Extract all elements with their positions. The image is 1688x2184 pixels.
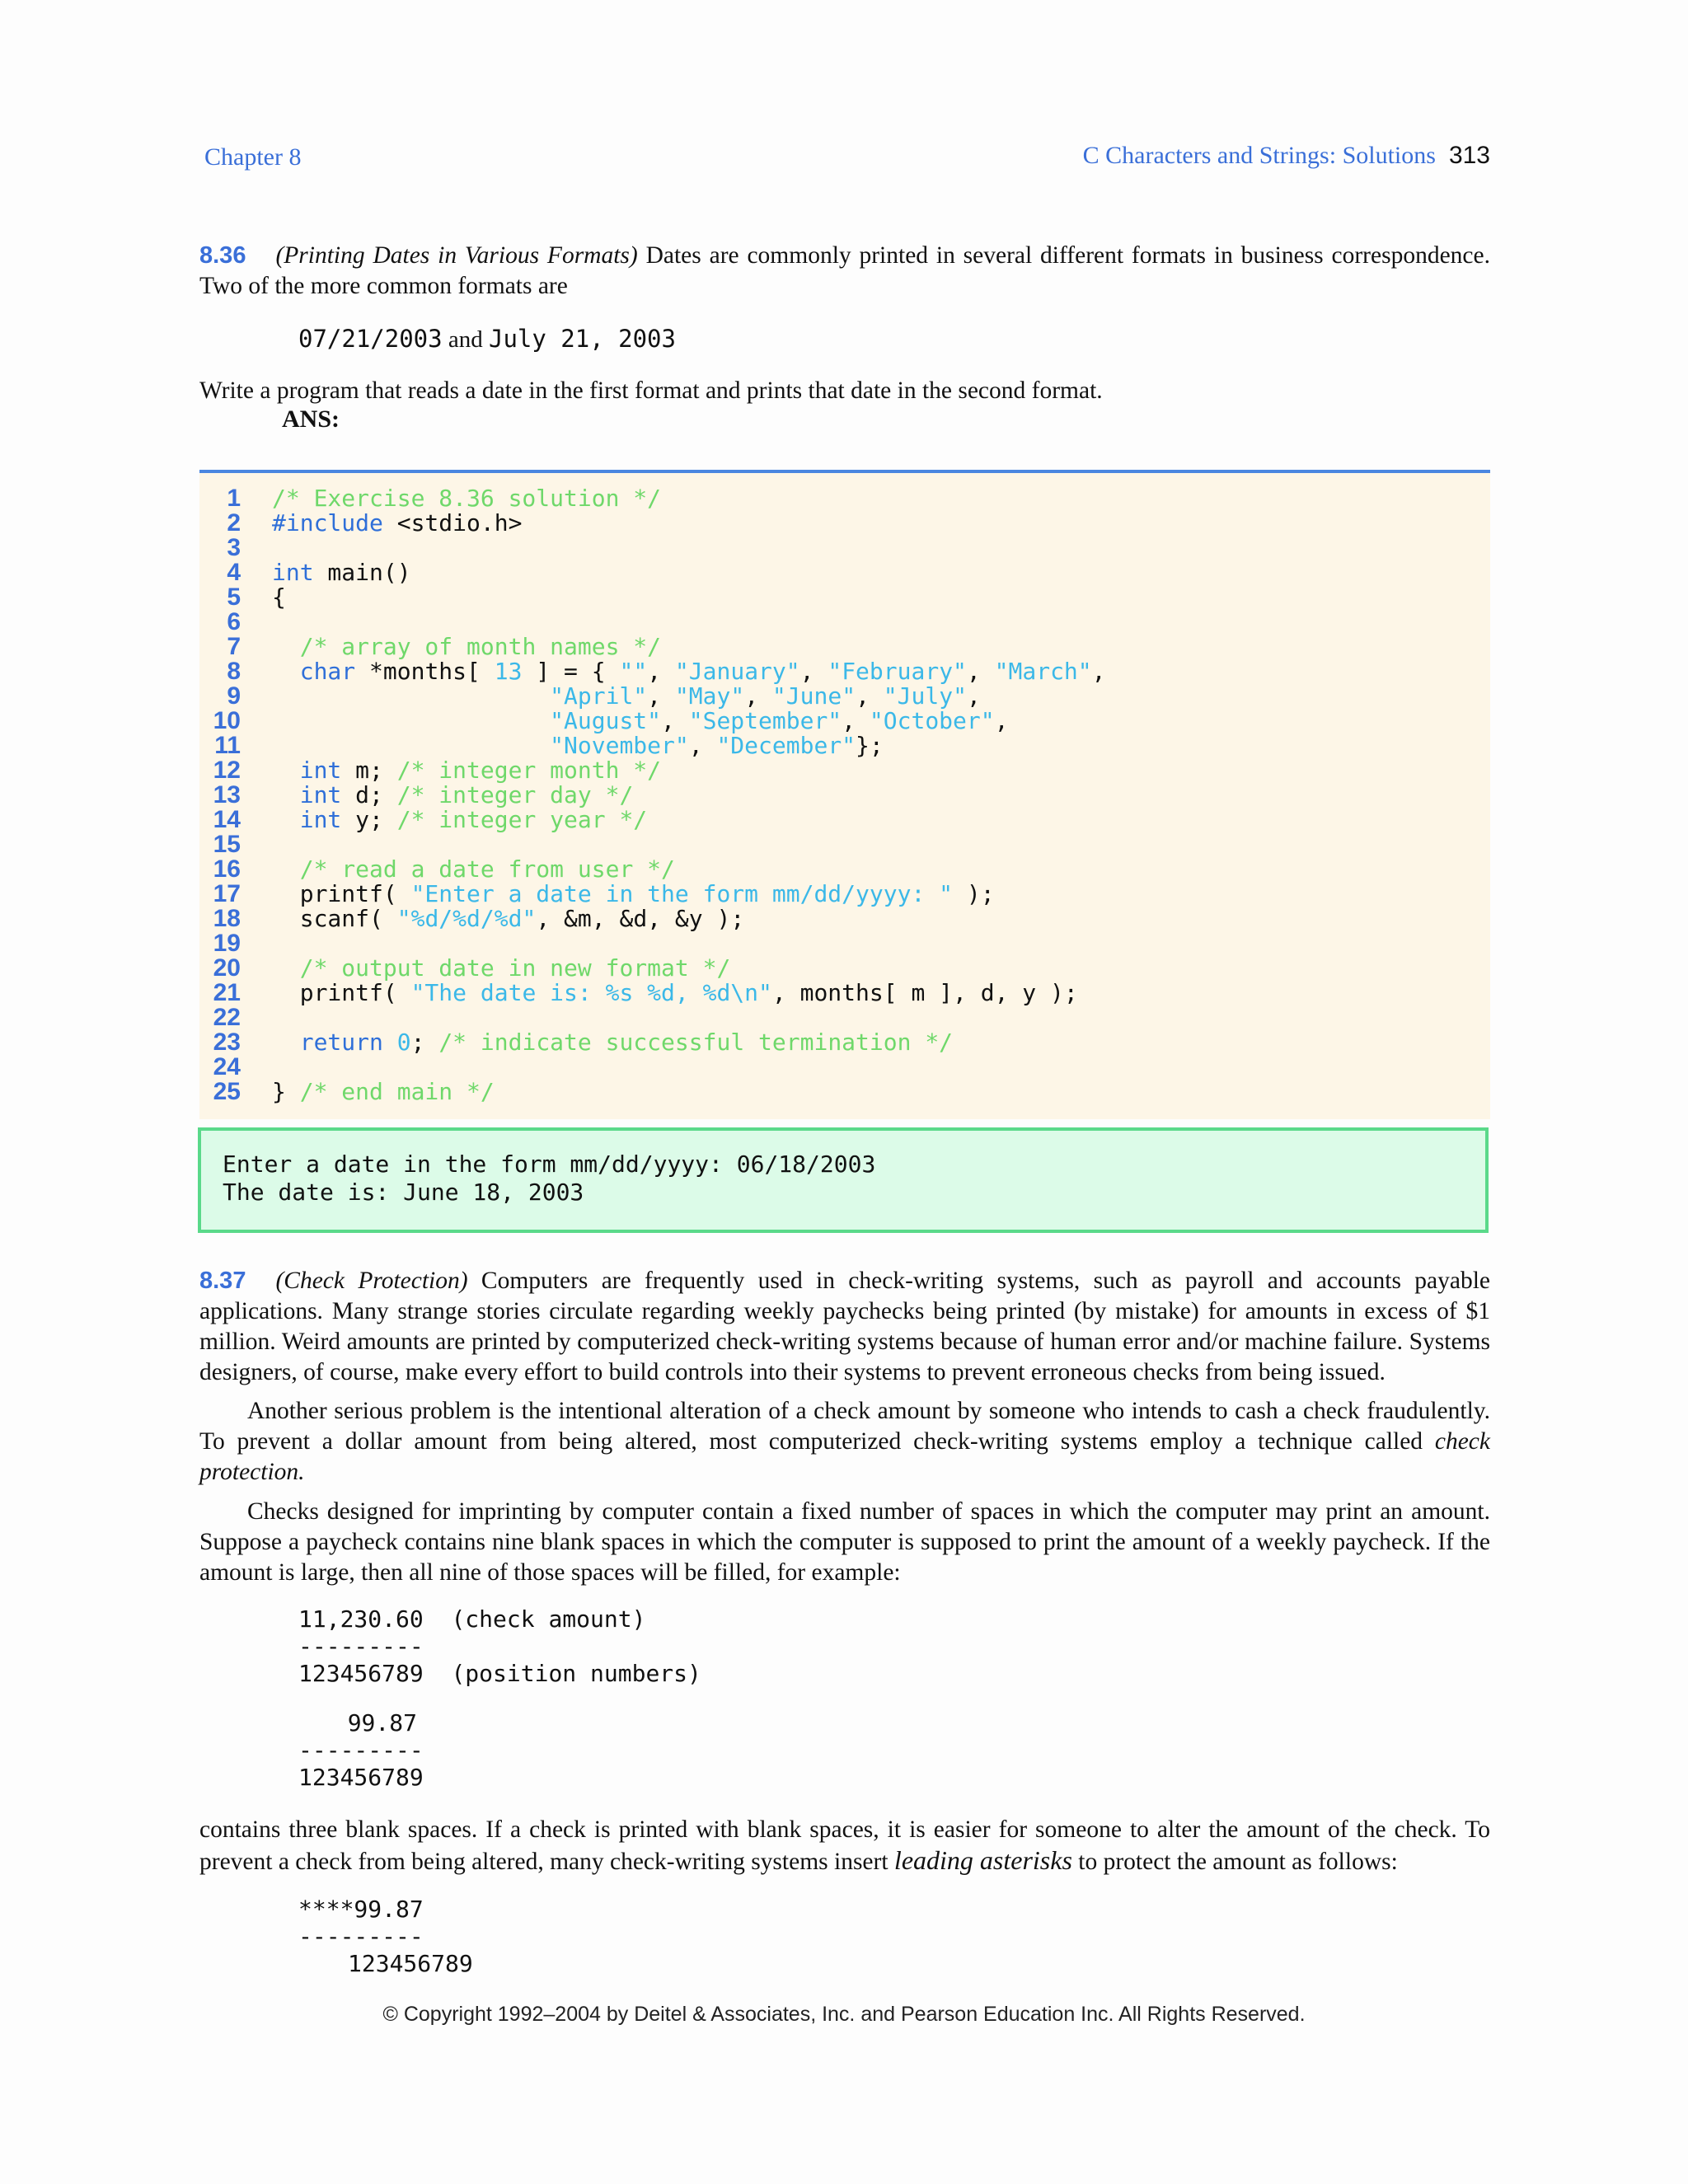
output-line: The date is: June 18, 2003 [223, 1179, 584, 1206]
page-number: 313 [1448, 142, 1490, 169]
line-number: 17 [213, 880, 241, 907]
code-line [199, 610, 1490, 635]
code-line [199, 832, 1490, 857]
line-number: 19 [213, 930, 241, 957]
code-line: 16 /* read a date from user */ [199, 857, 1490, 882]
output-line: Enter a date in the form mm/dd/yyyy: 06/18/2003 [223, 1151, 876, 1178]
line-number: 23 [213, 1029, 241, 1056]
line-number: 1 [227, 485, 241, 512]
code-listing [199, 470, 1490, 1119]
code-line: 14 int y; /* integer year */ [199, 808, 1490, 832]
dashes: --------- [298, 1633, 424, 1660]
code-line [199, 931, 1490, 956]
paragraph: Checks designed for imprinting by computer contain a fixed number of spaces in which the computer may print an amount. Suppose a paycheck contains nine blank spaces in which the computer is supposed to print the amount of a weekly paycheck. If the amount is large, then all nine of those spaces will be filled, for example: [199, 1498, 1490, 1586]
chapter-title: C Characters and Strings: Solutions [1082, 142, 1436, 169]
format-example-1: 07/21/2003 [298, 325, 443, 353]
line-number: 5 [227, 583, 241, 611]
dashes: --------- [298, 1736, 424, 1764]
dashes: --------- [298, 1923, 424, 1950]
line-number: 12 [213, 757, 241, 784]
line-number: 13 [213, 781, 241, 808]
code-line: 9 "April", "May", "June", "July", [199, 684, 1490, 709]
code-line: 8 char *months[ 13 ] = { "", "January", "February", "March", [199, 659, 1490, 684]
paragraph: Another serious problem is the intentional alteration of a check amount by someone who intends to cash a check fraudulently. To prevent a dollar amount from being altered, most computerized check-writing systems employ a technique called check protection. [199, 1398, 1490, 1485]
code-line: 17 printf( "Enter a date in the form mm/dd/yyyy: " ); [199, 882, 1490, 907]
format-example-2: July 21, 2003 [488, 325, 676, 353]
code-line: 21 printf( "The date is: %s %d, %d\n", months[ m ], d, y ); [199, 981, 1490, 1005]
position-numbers-label: (position numbers) [451, 1660, 701, 1687]
code-line: 5 { [199, 585, 1490, 610]
exercise-name: (Printing Dates in Various Formats) [275, 242, 638, 269]
line-number: 16 [213, 855, 241, 883]
line-number: 8 [227, 658, 241, 685]
position-numbers: 123456789 [298, 1660, 424, 1687]
line-number: 25 [213, 1078, 241, 1105]
code-line: 20 /* output date in new format */ [199, 956, 1490, 981]
program-output [198, 1127, 1489, 1233]
line-number: 14 [213, 806, 241, 833]
exercise-name: (Check Protection) [275, 1268, 468, 1294]
copyright-footer: © Copyright 1992–2004 by Deitel & Associates, Inc. and Pearson Education Inc. All Rights Reserved. [382, 2003, 1306, 2026]
line-number: 9 [227, 682, 241, 710]
code-line: 2 #include <stdio.h> [199, 511, 1490, 536]
line-number: 2 [227, 509, 241, 537]
format-and: and [448, 326, 483, 353]
code-line: 13 int d; /* integer day */ [199, 783, 1490, 808]
code-line: 4 int main() [199, 560, 1490, 585]
answer-label: ANS: [282, 405, 340, 433]
check-example-3: ****99.87 [298, 1896, 424, 1923]
exercise-8-37-intro [199, 1266, 1490, 1388]
line-number: 3 [227, 534, 241, 561]
position-numbers: 123456789 [298, 1764, 424, 1791]
line-number: 21 [213, 979, 241, 1006]
paragraph: contains three blank spaces. If a check is printed with blank spaces, it is easier for someone to alter the amount of the check. To prevent a check from being altered, many check-writing systems insert leading asterisks to protect the amount as follows: [199, 1816, 1490, 1875]
exercise-number: 8.37 [199, 1268, 246, 1294]
chapter-label: Chapter 8 [204, 143, 302, 171]
check-amount-label: (check amount) [451, 1605, 646, 1633]
code-line: 23 return 0; /* indicate successful termination */ [199, 1030, 1490, 1055]
check-example-2: 99.87 [347, 1709, 417, 1736]
code-line [199, 1055, 1490, 1080]
check-example-1 [298, 1605, 645, 1633]
code-line [199, 536, 1490, 560]
code-line [199, 486, 1490, 511]
check-amount: 11,230.60 [298, 1605, 424, 1633]
line-number: 6 [227, 608, 241, 635]
exercise-8-36-intro [199, 241, 1490, 302]
line-number: 18 [213, 905, 241, 932]
line-number: 24 [213, 1053, 241, 1080]
emphasis: check protection. [199, 1428, 1490, 1485]
position-numbers: 123456789 [348, 1950, 473, 1977]
code-line: 11 "November", "December"}; [199, 733, 1490, 758]
code-line: 25 } /* end main */ [199, 1080, 1490, 1104]
emphasis: leading asterisks [893, 1845, 1072, 1875]
line-number: 15 [213, 831, 241, 858]
exercise-text: Dates are commonly printed in several different formats in business correspondence. Two of the more common formats are [199, 242, 1490, 299]
comment: /* Exercise 8.36 solution */ [272, 485, 662, 512]
exercise-task: Write a program that reads a date in the first format and prints that date in the second format. [199, 377, 1103, 404]
exercise-number: 8.36 [199, 242, 246, 269]
date-formats [298, 325, 676, 354]
line-number: 4 [227, 559, 241, 586]
code-line: 10 "August", "September", "October", [199, 709, 1490, 733]
running-header [1083, 142, 1490, 170]
exercise-text: Computers are frequently used in check-writing systems, such as payroll and accounts payable applications. Many strange stories circulate regarding weekly paychecks being printed (by mistake) for amounts in excess of $1 million. Weird amounts are printed by computerized check-writing systems because of human error and/or machine failure. Systems designers, of course, make every effort to build controls into their systems to prevent erroneous checks from being issued. [199, 1268, 1490, 1385]
code-line [199, 1005, 1490, 1030]
code-line: 7 /* array of month names */ [199, 635, 1490, 659]
line-number: 22 [213, 1004, 241, 1031]
position-row [298, 1660, 701, 1688]
line-number: 20 [213, 954, 241, 982]
line-number: 10 [213, 707, 241, 734]
code-line: 12 int m; /* integer month */ [199, 758, 1490, 783]
line-number: 7 [227, 633, 241, 660]
line-number: 11 [214, 732, 241, 759]
code-line: 18 scanf( "%d/%d/%d", &m, &d, &y ); [199, 907, 1490, 931]
